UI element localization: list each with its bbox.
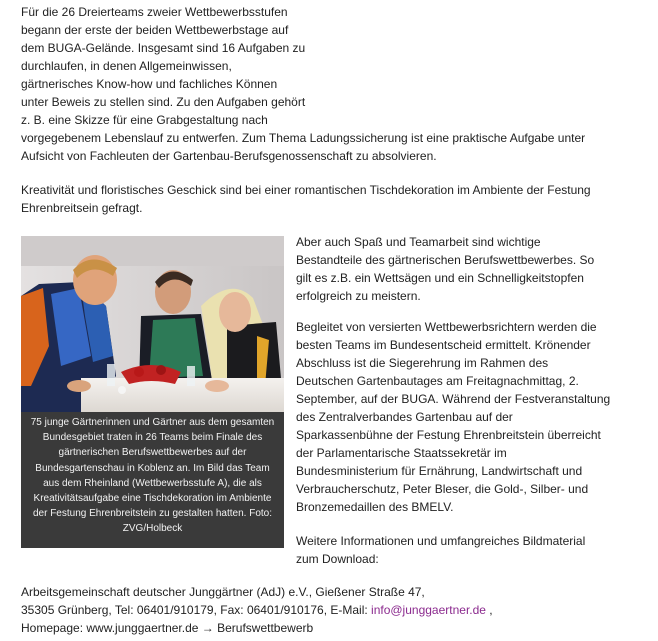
text-line: dem BUGA-Gelände. Insgesamt sind 16 Aufgaben zu [21, 41, 306, 55]
text-line: September, auf der BUGA. Während der Festveranstaltung [296, 392, 611, 406]
text-line: Abschluss ist die Siegerehrung im Rahmen des [296, 356, 549, 370]
text-line: des Zentralverbandes Gartenbau auf der [296, 410, 513, 424]
caption-line: Bundesgebiet traten in 26 Teams beim Finale des [42, 432, 263, 444]
contact-homepage: Homepage: www.junggaertner.de → Berufswettbewerb [21, 621, 314, 635]
caption-line: aus dem Rheinland (Wettbewerbsstufe A), die als [43, 477, 262, 489]
text-line: Bundesministerium für Ernährung, Landwirtschaft und [296, 464, 583, 478]
text-line: Weitere Informationen und umfangreiches Bildmaterial [296, 534, 586, 548]
photo-image-icon [21, 236, 284, 412]
text-line: gärtnerisches Know-how und fachliches Können [21, 77, 278, 91]
team-photo[interactable] [21, 236, 284, 412]
caption-line: Bundesgartenschau in Koblenz an. Im Bild das Team [35, 462, 270, 474]
text-line: begann der erste der beiden Wettbewerbstage auf [21, 23, 289, 37]
text-line: gilt es z.B. ein Wettsägen und ein Schnelligkeitstopfen [296, 271, 584, 285]
text-line: z. B. eine Skizze für eine Grabgestaltung nach [21, 113, 268, 127]
text-line: Ehrenbreitsein gefragt. [21, 201, 143, 215]
text-line: Bronzemedaillen des BMELV. [296, 500, 454, 514]
teamwork-paragraph [296, 233, 631, 305]
photo-caption [21, 412, 284, 537]
text-line: Aufsicht von Fachleuten der Gartenbau-Berufsgenossenschaft zu absolvieren. [21, 149, 437, 163]
email-link[interactable]: info@junggaertner.de [371, 603, 486, 617]
contact-block [21, 583, 641, 637]
caption-line: der Festung Ehrenbreitstein zu gestalten hatten. Foto: [32, 508, 273, 520]
intro-paragraph [21, 3, 641, 165]
text-line: Aber auch Spaß und Teamarbeit sind wichtige [296, 235, 541, 249]
text-line: vorgegebenem Lebenslauf zu entwerfen. Zum Thema Ladungssicherung ist eine praktische Aufgabe unter [21, 131, 586, 145]
caption-line: 75 junge Gärtnerinnen und Gärtner aus dem gesamten [30, 417, 275, 428]
award-paragraph [296, 318, 631, 516]
text-line: Begleitet von versierten Wettbewerbsrichtern werden die [296, 320, 597, 334]
text-line: zum Download: [296, 552, 379, 566]
contact-trailing-comma: , [485, 603, 493, 617]
text-line: Kreativität und floristisches Geschick sind bei einer romantischen Tischdekoration im Ambiente der Festung [21, 183, 591, 197]
contact-address: Arbeitsgemeinschaft deutscher Junggärtner (AdJ) e.V., Gießener Straße 47, [21, 585, 425, 599]
photo-figure [21, 236, 284, 548]
contact-phone-line [21, 601, 641, 619]
creativity-paragraph [21, 181, 641, 217]
text-line: erfolgreich zu meistern. [296, 289, 421, 303]
text-line: Deutschen Gartenbautages am Freitagnachmittag, 2. [296, 374, 579, 388]
caption-line: ZVG/Holbeck [122, 523, 183, 535]
text-line: unter Beweis zu stellen sind. Zu den Aufgaben gehört [21, 95, 306, 109]
text-line: durchlaufen, in denen Allgemeinwissen, [21, 59, 232, 73]
text-line: Sparkassenbühne der Festung Ehrenbreitstein überreicht [296, 428, 601, 442]
contact-phone-fax: 35305 Grünberg, Tel: 06401/910179, Fax: 06401/910176, E-Mail: [21, 603, 372, 617]
text-line: besten Teams im Bundesentscheid ermittelt. Krönender [296, 338, 591, 352]
download-info-paragraph [296, 532, 631, 568]
text-line: Bestandteile des gärtnerischen Berufswettbewerbes. So [296, 253, 595, 267]
text-line: Verbraucherschutz, Peter Bleser, die Gold-, Silber- und [296, 482, 589, 496]
caption-line: gärtnerischen Berufswettbewerbes auf der [58, 447, 247, 459]
caption-line: Kreativitätsaufgabe eine Tischdekoration im Ambiente [33, 493, 272, 505]
text-line: der Parlamentarische Staatssekretär im [296, 446, 507, 460]
text-line: Für die 26 Dreierteams zweier Wettbewerbsstufen [21, 5, 288, 19]
